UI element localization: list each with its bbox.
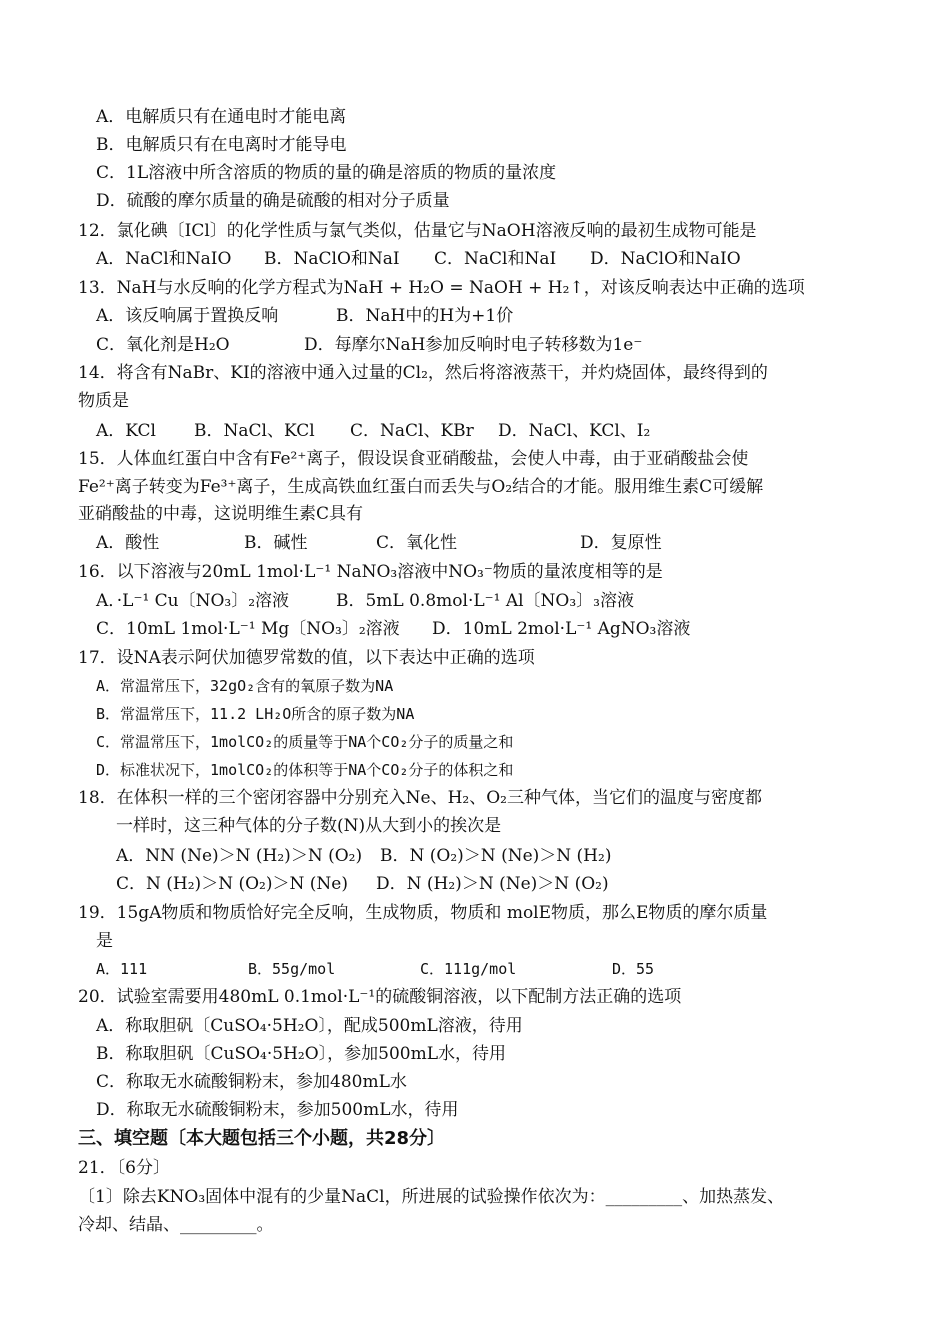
question-20: 20．试验室需要用480mL 0.1mol·L⁻¹的硫酸铜溶液，以下配制方法正确的选项: [78, 987, 682, 1007]
q16-options-row2: [96, 618, 856, 640]
section-3-heading: 三、填空题〔本大题包括三个小题，共28分〕: [78, 1128, 446, 1149]
q12-option-b: B．NaClO和NaI: [264, 249, 400, 269]
q15-options: [96, 532, 856, 554]
question-13: 13．NaH与水反响的化学方程式为NaH + H₂O = NaOH + H₂↑，对该反响表达中正确的选项: [78, 278, 805, 298]
q18-options-row2: [116, 873, 856, 895]
q14-options: [96, 420, 856, 442]
question-21: 21．〔6分〕: [78, 1158, 170, 1178]
q11-option-c: C．1L溶液中所含溶质的物质的量的确是溶质的物质的量浓度: [96, 163, 557, 183]
q18-option-b: B．N (O₂)＞N (Ne)＞N (H₂): [380, 846, 612, 866]
q17-option-a: A．常温常压下，32gO₂含有的氧原子数为NA: [96, 677, 394, 695]
q15-option-b: B．碱性: [244, 533, 308, 553]
q12-option-a: A．NaCl和NaIO: [96, 249, 232, 269]
q18-options-row1: [116, 845, 856, 867]
q11-option-a: A．电解质只有在通电时才能电离: [96, 107, 347, 127]
q13-option-c: C．氧化剂是H₂O: [96, 335, 230, 355]
q18-option-c: C．N (H₂)＞N (O₂)＞N (Ne): [116, 874, 348, 894]
q19-option-b: B．55g/mol: [248, 960, 336, 978]
q14-option-c: C．NaCl、KBr: [350, 421, 474, 441]
question-18: 18．在体积一样的三个密闭容器中分别充入Ne、H₂、O₂三种气体，当它们的温度与密度都: [78, 788, 762, 808]
question-15-cont2: 亚硝酸盐的中毒，这说明维生素C具有: [78, 504, 364, 524]
q11-option-d: D．硫酸的摩尔质量的确是硫酸的相对分子质量: [96, 191, 450, 211]
q13-options-row1: [96, 305, 856, 327]
question-15-cont1: Fe²⁺离子转变为Fe³⁺离子，生成高铁血红蛋白而丢失与O₂结合的才能。服用维生素C可缓解: [78, 477, 764, 497]
question-21-part-1: 〔1〕除去KNO₃固体中混有的少量NaCl，所进展的试验操作依次为：_________、加热蒸发、: [78, 1187, 785, 1207]
q11-option-b: B．电解质只有在电离时才能导电: [96, 135, 347, 155]
q12-option-d: D．NaClO和NaIO: [590, 249, 741, 269]
question-19: 19．15gA物质和物质恰好完全反响，生成物质，物质和 molE物质，那么E物质的摩尔质量: [78, 903, 768, 923]
q14-option-d: D．NaCl、KCl、I₂: [498, 421, 651, 441]
q16-option-c: C．10mL 1mol·L⁻¹ Mg〔NO₃〕₂溶液: [96, 619, 400, 639]
q20-option-c: C．称取无水硫酸铜粉末，参加480mL水: [96, 1072, 407, 1092]
q15-option-d: D．复原性: [580, 533, 662, 553]
q13-options-row2: [96, 334, 856, 356]
q19-option-d: D．55: [612, 960, 655, 978]
question-16: 16．以下溶液与20mL 1mol·L⁻¹ NaNO₃溶液中NO₃⁻物质的量浓度相等的是: [78, 562, 663, 582]
q20-option-b: B．称取胆矾〔CuSO₄·5H₂O〕，参加500mL水，待用: [96, 1044, 506, 1064]
q17-option-b: B．常温常压下，11.2 LH₂O所含的原子数为NA: [96, 705, 415, 723]
q17-option-d: D．标准状况下，1molCO₂的体积等于NA个CO₂分子的体积之和: [96, 761, 514, 779]
q12-options: [96, 248, 856, 270]
q15-option-a: A．酸性: [96, 533, 160, 553]
q12-option-c: C．NaCl和NaI: [434, 249, 557, 269]
question-17: 17．设NA表示阿伏加德罗常数的值，以下表达中正确的选项: [78, 648, 535, 668]
q16-option-a: A．·L⁻¹ Cu〔NO₃〕₂溶液: [96, 591, 290, 611]
q13-option-a: A．该反响属于置换反响: [96, 306, 279, 326]
q13-option-d: D．每摩尔NaH参加反响时电子转移数为1e⁻: [304, 335, 643, 355]
q19-option-c: C．111g/mol: [420, 960, 517, 978]
question-18-cont: 一样时，这三种气体的分子数(N)从大到小的挨次是: [116, 816, 502, 836]
q20-option-a: A．称取胆矾〔CuSO₄·5H₂O〕，配成500mL溶液，待用: [96, 1016, 523, 1036]
question-12: 12．氯化碘〔ICl〕的化学性质与氯气类似，估量它与NaOH溶液反响的最初生成物可能是: [78, 221, 757, 241]
q16-options-row1: [96, 590, 856, 612]
q19-option-a: A．111: [96, 960, 148, 978]
question-15: 15．人体血红蛋白中含有Fe²⁺离子，假设误食亚硝酸盐，会使人中毒，由于亚硝酸盐会使: [78, 449, 749, 469]
question-21-part-1-cont: 冷却、结晶、_________。: [78, 1215, 274, 1235]
q20-option-d: D．称取无水硫酸铜粉末，参加500mL水，待用: [96, 1100, 459, 1120]
question-14: 14．将含有NaBr、KI的溶液中通入过量的Cl₂，然后将溶液蒸干，并灼烧固体，最终得到的: [78, 363, 768, 383]
q16-option-d: D．10mL 2mol·L⁻¹ AgNO₃溶液: [432, 619, 691, 639]
q14-option-b: B．NaCl、KCl: [194, 421, 315, 441]
question-19-cont: 是: [96, 931, 113, 951]
question-14-cont: 物质是: [78, 391, 129, 411]
q15-option-c: C．氧化性: [376, 533, 458, 553]
q17-option-c: C．常温常压下，1molCO₂的质量等于NA个CO₂分子的质量之和: [96, 733, 514, 751]
q13-option-b: B．NaH中的H为+1价: [336, 306, 514, 326]
q18-option-d: D．N (H₂)＞N (Ne)＞N (O₂): [376, 874, 609, 894]
q14-option-a: A．KCl: [96, 421, 156, 441]
q16-option-b: B．5mL 0.8mol·L⁻¹ Al〔NO₃〕₃溶液: [336, 591, 634, 611]
q18-option-a: A．NN (Ne)＞N (H₂)＞N (O₂): [116, 846, 363, 866]
q19-options: [96, 958, 856, 980]
